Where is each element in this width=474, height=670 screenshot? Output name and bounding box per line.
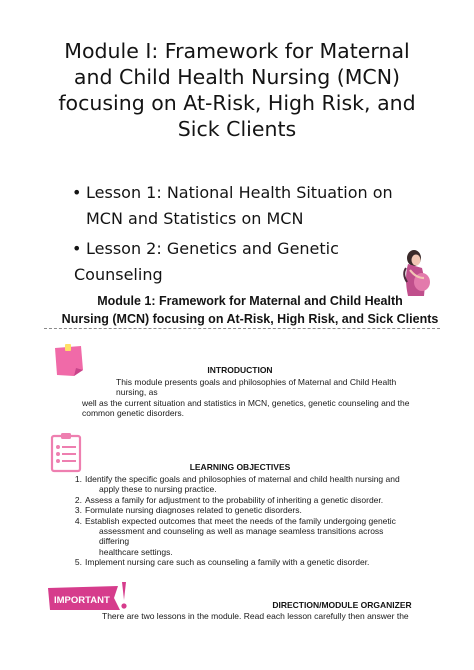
- cover-title-line: Module I: Framework for Maternal: [64, 39, 410, 63]
- module-heading-line: Module 1: Framework for Maternal and Child Health: [97, 294, 403, 308]
- list-item-text: Formulate nursing diagnoses related to genetic disorders.: [85, 505, 302, 516]
- lesson-1-title-cont: MCN and Statistics on MCN: [86, 209, 304, 228]
- introduction-title: INTRODUCTION: [207, 365, 273, 375]
- module-heading: [40, 292, 460, 328]
- list-item-text: Implement nursing care such as counseling a family with a genetic disorder.: [85, 557, 370, 568]
- list-item-line: Establish expected outcomes that meet the needs of the family undergoing genetic: [85, 515, 396, 526]
- list-item-number: 1.: [74, 474, 82, 484]
- list-item-number: 5.: [74, 557, 82, 568]
- list-item: [70, 495, 415, 505]
- list-item: [70, 505, 415, 515]
- lesson-1-title: Lesson 1: National Health Situation on: [86, 183, 393, 202]
- learning-objectives-list: [70, 474, 415, 568]
- list-item: [70, 516, 415, 558]
- introduction-line: well as the current situation and statistics in MCN, genetics, genetic counseling and the: [82, 397, 410, 408]
- list-item-line: healthcare settings.: [99, 546, 173, 557]
- bullet: •: [72, 183, 82, 202]
- cover-title-line: and Child Health Nursing (MCN): [73, 65, 401, 89]
- module-heading-line: Nursing (MCN) focusing on At-Risk, High Risk, and Sick Clients: [61, 312, 439, 326]
- introduction-body: [82, 377, 412, 419]
- important-banner-icon: [46, 580, 134, 614]
- list-item-line: apply these to nursing practice.: [99, 484, 217, 495]
- sticky-note-icon: [52, 344, 86, 378]
- list-item-line: assessment and counseling as well as manage seamless transitions across differing: [99, 526, 384, 547]
- list-item-text: [85, 474, 415, 495]
- lesson-2-title: Lesson 2: Genetics and Genetic: [86, 239, 339, 258]
- lesson-2-item: [72, 236, 372, 288]
- list-item-line: Identify the specific goals and philosophies of maternal and child health nursing and: [85, 474, 400, 484]
- list-item-text: [85, 516, 415, 558]
- direction-body: There are two lessons in the module. Read each lesson carefully then answer the: [102, 611, 409, 621]
- cover-title-line: focusing on At-Risk, High Risk, and: [58, 91, 416, 115]
- cover-title-line: Sick Clients: [177, 117, 297, 141]
- cover-title: [40, 38, 434, 142]
- introduction-line: This module presents goals and philosophies of Maternal and Child Health nursing, as: [116, 377, 397, 398]
- introduction-line: common genetic disorders.: [82, 408, 185, 419]
- list-item: [70, 474, 415, 495]
- list-item-text: Assess a family for adjustment to the probability of inheriting a genetic disorder.: [85, 494, 384, 505]
- lesson-2-title-cont: Counseling: [74, 265, 163, 284]
- list-item-number: 4.: [74, 515, 82, 526]
- list-item-number: 3.: [74, 505, 82, 516]
- direction-title: DIRECTION/MODULE ORGANIZER: [272, 600, 412, 610]
- heading-divider: [44, 328, 440, 329]
- important-label: IMPORTANT: [54, 595, 110, 606]
- list-item-number: 2.: [74, 494, 82, 505]
- list-item: [70, 557, 415, 567]
- checklist-icon: [46, 432, 86, 474]
- lesson-1-item: [72, 180, 402, 232]
- bullet: •: [72, 239, 82, 258]
- learning-objectives-title: LEARNING OBJECTIVES: [189, 462, 291, 472]
